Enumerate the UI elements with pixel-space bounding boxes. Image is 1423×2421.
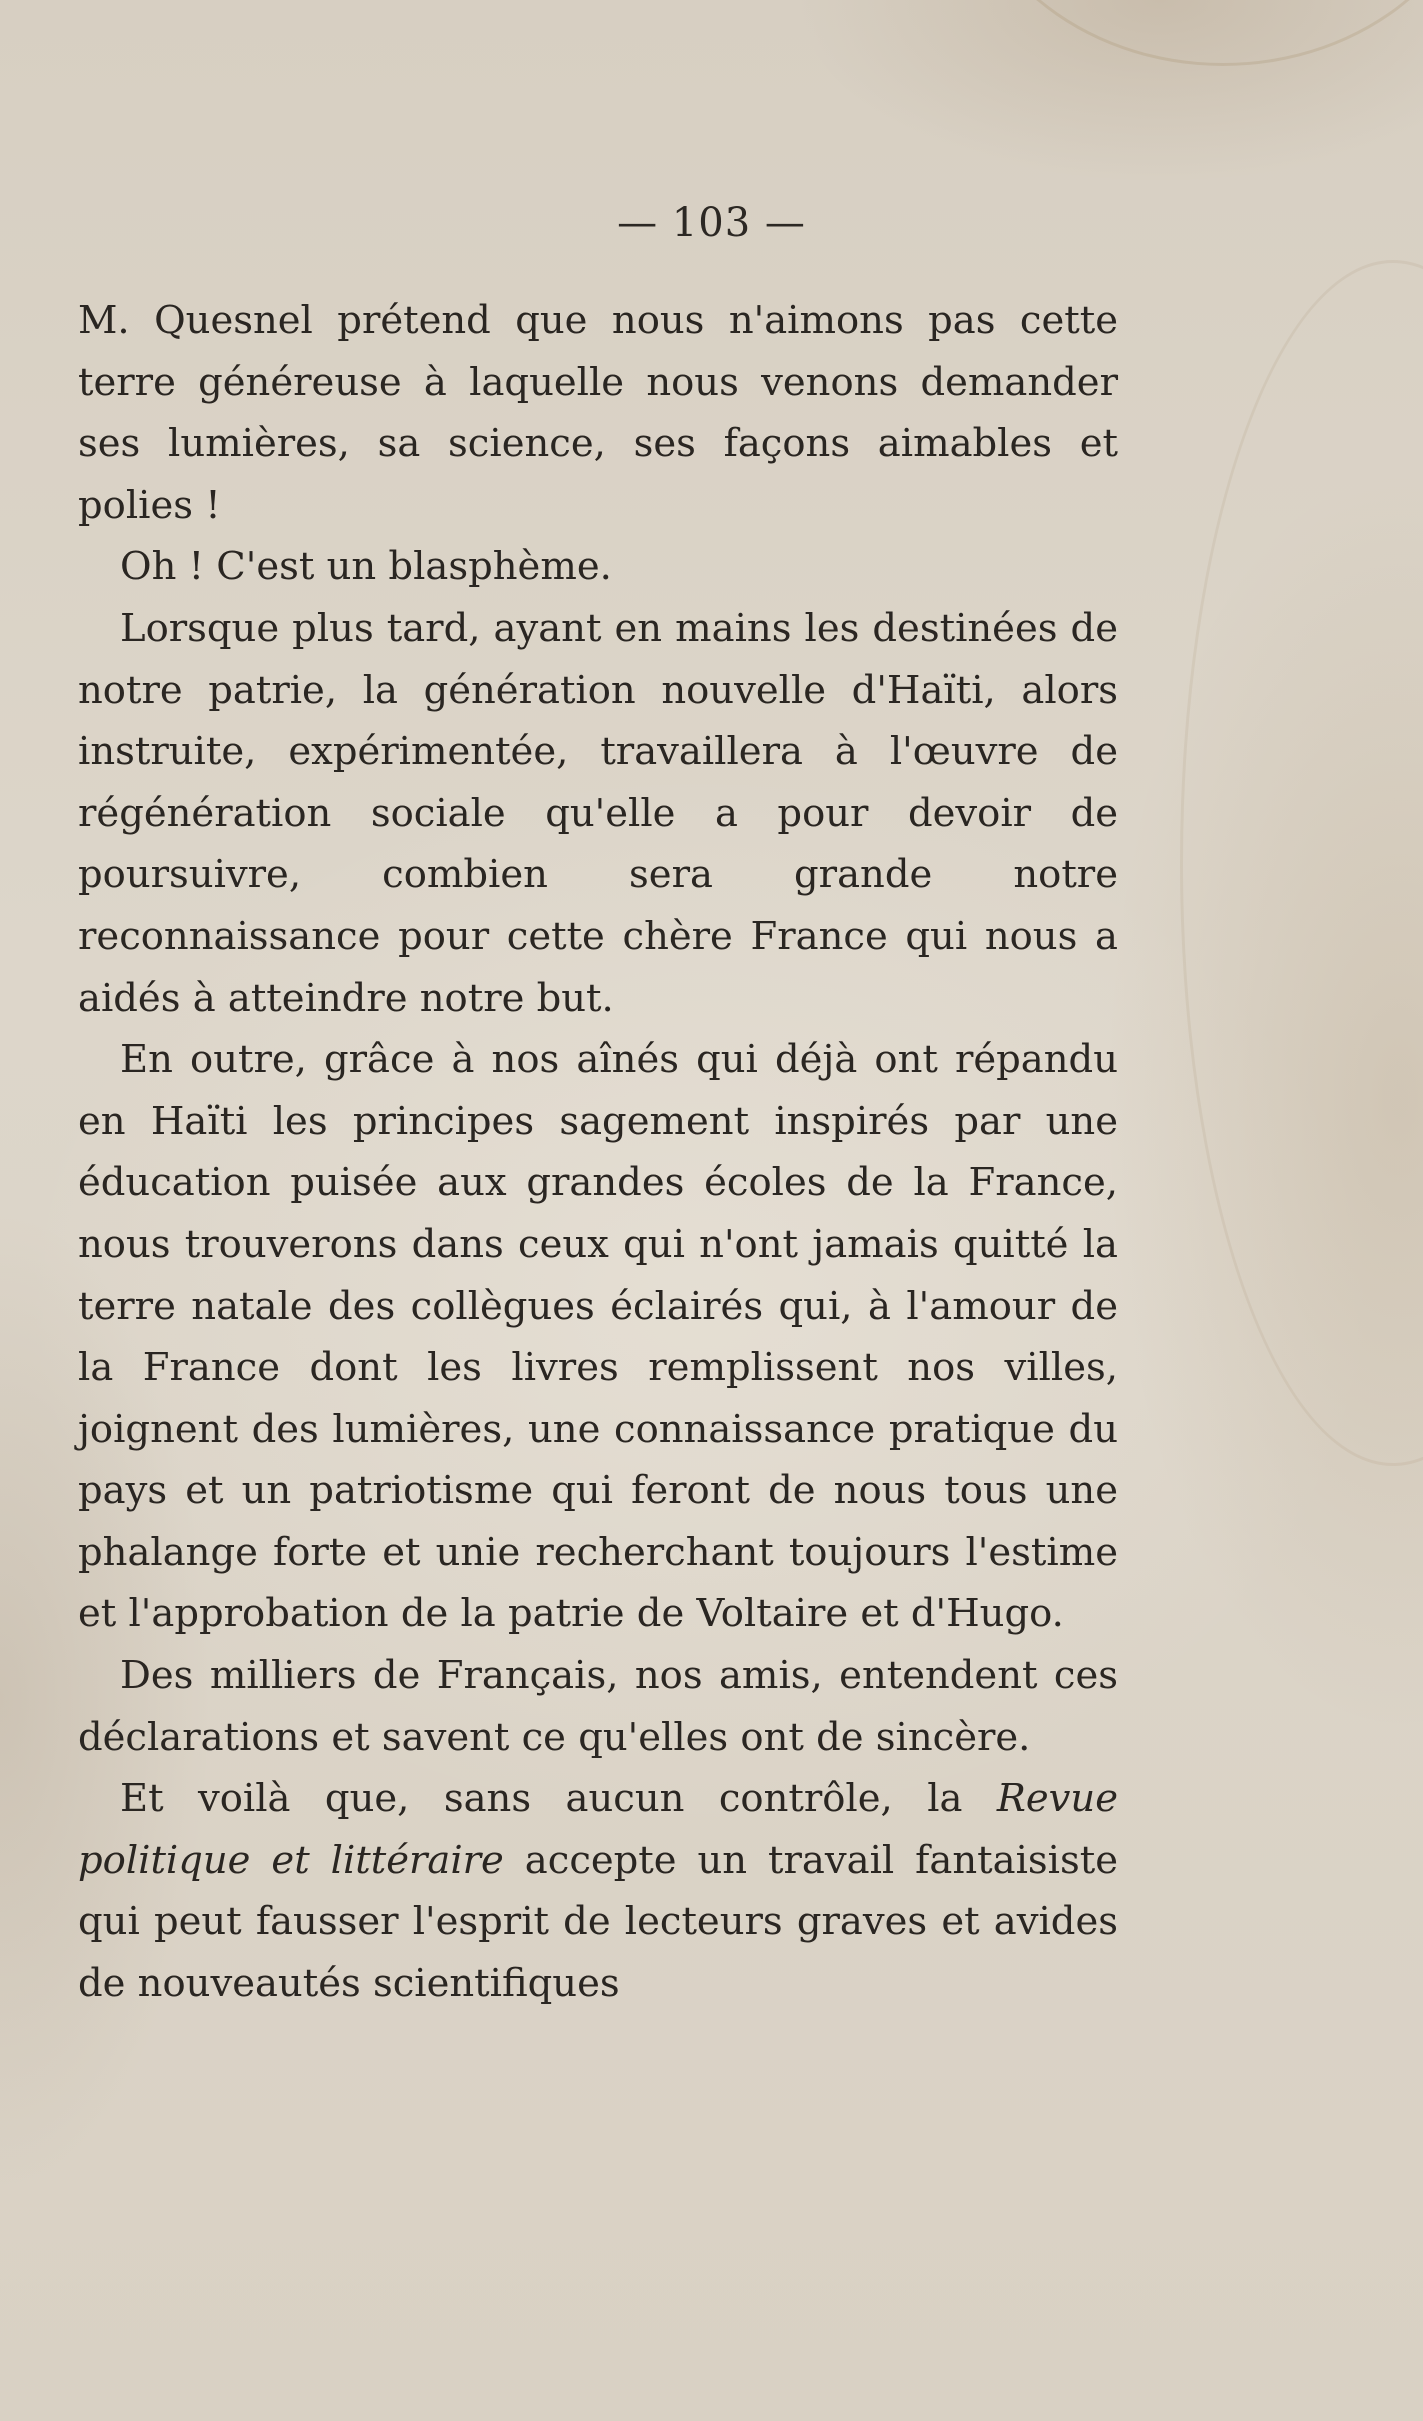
paragraph: Oh ! C'est un blasphème. [120, 544, 612, 590]
water-stain [960, 0, 1423, 66]
paragraph: Lorsque plus tard, ayant en mains les destinées de notre patrie, la génération nouvelle d'Haïti, alors instruite, expérimentée, travaillera à l'œuvre de régénération sociale qu'elle a pour devoir de poursuivre, combien sera grande notre reconnaissance pour cette chère France qui nous a aidés à atteindre notre but. [78, 605, 1118, 1021]
page-number: — 103 — [617, 200, 806, 246]
paragraph: Des milliers de Français, nos amis, entendent ces déclarations et savent ce qu'elles ont de sincère. [78, 1653, 1118, 1760]
paragraph-last [78, 1768, 1118, 2014]
text-run: Et voilà que, sans aucun contrôle, la [120, 1776, 997, 1822]
paragraph: M. Quesnel prétend que nous n'aimons pas cette terre généreuse à laquelle nous venons demander ses lumières, sa science, ses façons aimables et polies ! [78, 298, 1118, 528]
text-run: accepte un travail fantaisiste qui peut fausser l'esprit de lecteurs graves et avides de nouveautés scientifiques [78, 1837, 1118, 2007]
journal-title: Revue politique et littéraire [78, 1776, 1118, 1883]
paragraph: En outre, grâce à nos aînés qui déjà ont répandu en Haïti les principes sagement inspirés par une éducation puisée aux grandes écoles de la France, nous trouverons dans ceux qui n'ont jamais quitté la terre natale des collègues éclairés qui, à l'amour de la France dont les livres remplissent nos villes, joignent des lumières, une connaissance pratique du pays et un patriotisme qui feront de nous tous une phalange forte et unie recherchant toujours l'estime et l'approbation de la patrie de Voltaire et d'Hugo. [78, 1037, 1118, 1637]
water-stain [1180, 260, 1423, 1466]
body-text [78, 290, 1118, 2015]
